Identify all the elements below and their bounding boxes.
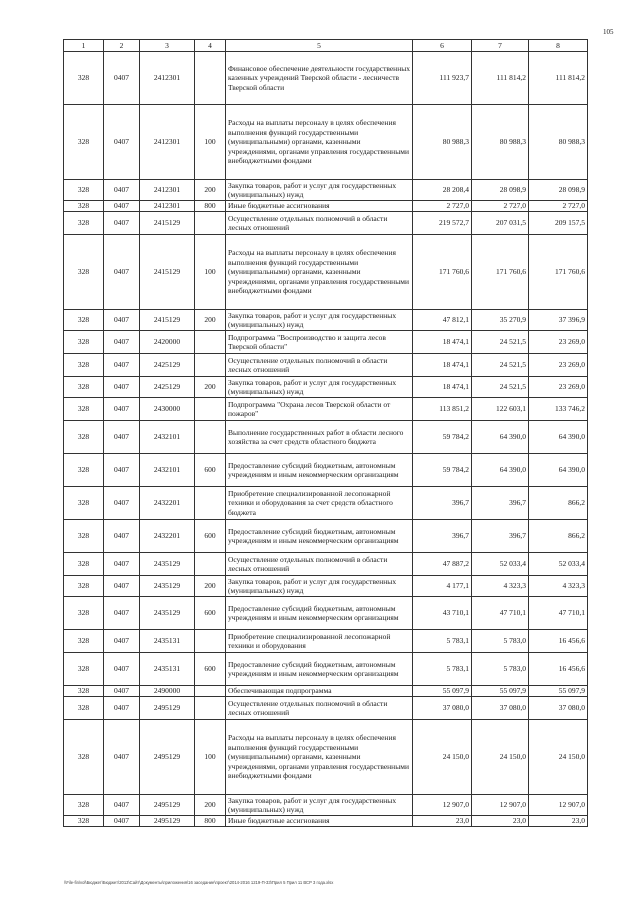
description-cell: Предоставление субсидий бюджетным, автономным учреждениям и иным некоммерческим организациям (226, 653, 413, 686)
amount-year2-cell: 5 783,0 (472, 630, 529, 653)
expense-type-cell (195, 487, 226, 520)
amount-year3-cell: 866,2 (529, 520, 588, 553)
ministry-code-cell: 328 (64, 553, 104, 576)
table-row (64, 398, 588, 421)
ministry-code-cell: 328 (64, 212, 104, 235)
column-header: 5 (226, 40, 413, 52)
amount-year1-cell: 18 474,1 (413, 354, 472, 377)
amount-year1-cell: 111 923,7 (413, 52, 472, 105)
table-row (64, 697, 588, 720)
target-article-cell: 2432201 (140, 520, 195, 553)
amount-year2-cell: 64 390,0 (472, 454, 529, 487)
section-code-cell: 0407 (104, 421, 140, 454)
amount-year2-cell: 4 323,3 (472, 576, 529, 597)
amount-year1-cell: 55 097,9 (413, 686, 472, 697)
target-article-cell: 2495129 (140, 720, 195, 795)
column-header: 4 (195, 40, 226, 52)
table-row (64, 52, 588, 105)
target-article-cell: 2412301 (140, 201, 195, 212)
ministry-code-cell: 328 (64, 201, 104, 212)
ministry-code-cell: 328 (64, 487, 104, 520)
amount-year2-cell: 52 033,4 (472, 553, 529, 576)
expense-type-cell (195, 354, 226, 377)
column-header: 6 (413, 40, 472, 52)
amount-year3-cell: 52 033,4 (529, 553, 588, 576)
section-code-cell: 0407 (104, 487, 140, 520)
description-cell: Осуществление отдельных полномочий в области лесных отношений (226, 354, 413, 377)
ministry-code-cell: 328 (64, 105, 104, 180)
amount-year2-cell: 64 390,0 (472, 421, 529, 454)
target-article-cell: 2435129 (140, 576, 195, 597)
section-code-cell: 0407 (104, 576, 140, 597)
expense-type-cell (195, 398, 226, 421)
table-header-row (64, 40, 588, 52)
ministry-code-cell: 328 (64, 377, 104, 398)
section-code-cell: 0407 (104, 201, 140, 212)
amount-year1-cell: 47 887,2 (413, 553, 472, 576)
ministry-code-cell: 328 (64, 720, 104, 795)
ministry-code-cell: 328 (64, 630, 104, 653)
expense-type-cell (195, 212, 226, 235)
table-row (64, 454, 588, 487)
section-code-cell: 0407 (104, 331, 140, 354)
amount-year2-cell: 396,7 (472, 520, 529, 553)
section-code-cell: 0407 (104, 180, 140, 201)
amount-year1-cell: 396,7 (413, 487, 472, 520)
amount-year2-cell: 80 988,3 (472, 105, 529, 180)
amount-year3-cell: 80 988,3 (529, 105, 588, 180)
target-article-cell: 2425129 (140, 354, 195, 377)
expense-type-cell: 600 (195, 653, 226, 686)
section-code-cell: 0407 (104, 398, 140, 421)
amount-year3-cell: 28 098,9 (529, 180, 588, 201)
amount-year3-cell: 37 080,0 (529, 697, 588, 720)
ministry-code-cell: 328 (64, 354, 104, 377)
amount-year3-cell: 111 814,2 (529, 52, 588, 105)
ministry-code-cell: 328 (64, 421, 104, 454)
description-cell: Закупка товаров, работ и услуг для государственных (муниципальных) нужд (226, 377, 413, 398)
expense-type-cell (195, 630, 226, 653)
amount-year2-cell: 207 031,5 (472, 212, 529, 235)
table-row (64, 630, 588, 653)
target-article-cell: 2435131 (140, 653, 195, 686)
amount-year1-cell: 396,7 (413, 520, 472, 553)
ministry-code-cell: 328 (64, 310, 104, 331)
section-code-cell: 0407 (104, 105, 140, 180)
amount-year3-cell: 55 097,9 (529, 686, 588, 697)
expense-type-cell: 600 (195, 454, 226, 487)
table-row (64, 576, 588, 597)
amount-year1-cell: 59 784,2 (413, 454, 472, 487)
target-article-cell: 2432101 (140, 421, 195, 454)
description-cell: Финансовое обеспечение деятельности государственных казенных учреждений Тверской области - лесничеств Тверской области (226, 52, 413, 105)
expense-type-cell: 200 (195, 576, 226, 597)
amount-year3-cell: 2 727,0 (529, 201, 588, 212)
amount-year2-cell: 111 814,2 (472, 52, 529, 105)
table-row (64, 235, 588, 310)
description-cell: Закупка товаров, работ и услуг для государственных (муниципальных) нужд (226, 310, 413, 331)
amount-year1-cell: 171 760,6 (413, 235, 472, 310)
section-code-cell: 0407 (104, 520, 140, 553)
amount-year3-cell: 23 269,0 (529, 354, 588, 377)
amount-year1-cell: 18 474,1 (413, 331, 472, 354)
amount-year2-cell: 24 521,5 (472, 377, 529, 398)
table-row (64, 331, 588, 354)
table-row (64, 201, 588, 212)
target-article-cell: 2415129 (140, 310, 195, 331)
ministry-code-cell: 328 (64, 180, 104, 201)
amount-year3-cell: 133 746,2 (529, 398, 588, 421)
target-article-cell: 2490000 (140, 686, 195, 697)
table-row (64, 180, 588, 201)
amount-year2-cell: 396,7 (472, 487, 529, 520)
amount-year2-cell: 24 521,5 (472, 354, 529, 377)
amount-year3-cell: 16 456,6 (529, 653, 588, 686)
ministry-code-cell: 328 (64, 331, 104, 354)
amount-year1-cell: 4 177,1 (413, 576, 472, 597)
section-code-cell: 0407 (104, 816, 140, 827)
amount-year1-cell: 37 080,0 (413, 697, 472, 720)
description-cell: Выполнение государственных работ в области лесного хозяйства за счет средств областного бюджета (226, 421, 413, 454)
amount-year2-cell: 28 098,9 (472, 180, 529, 201)
budget-table (63, 39, 588, 827)
expense-type-cell (195, 421, 226, 454)
column-header: 7 (472, 40, 529, 52)
target-article-cell: 2432201 (140, 487, 195, 520)
ministry-code-cell: 328 (64, 454, 104, 487)
expense-type-cell: 600 (195, 520, 226, 553)
amount-year1-cell: 113 851,2 (413, 398, 472, 421)
table-row (64, 686, 588, 697)
expense-type-cell: 200 (195, 310, 226, 331)
target-article-cell: 2425129 (140, 377, 195, 398)
table-row (64, 310, 588, 331)
amount-year3-cell: 209 157,5 (529, 212, 588, 235)
target-article-cell: 2412301 (140, 180, 195, 201)
amount-year3-cell: 64 390,0 (529, 454, 588, 487)
target-article-cell: 2495129 (140, 697, 195, 720)
target-article-cell: 2415129 (140, 212, 195, 235)
ministry-code-cell: 328 (64, 816, 104, 827)
section-code-cell: 0407 (104, 310, 140, 331)
section-code-cell: 0407 (104, 212, 140, 235)
amount-year2-cell: 122 603,1 (472, 398, 529, 421)
expense-type-cell: 100 (195, 105, 226, 180)
amount-year2-cell: 2 727,0 (472, 201, 529, 212)
expense-type-cell: 600 (195, 597, 226, 630)
section-code-cell: 0407 (104, 377, 140, 398)
amount-year1-cell: 219 572,7 (413, 212, 472, 235)
table-row (64, 795, 588, 816)
description-cell: Закупка товаров, работ и услуг для государственных (муниципальных) нужд (226, 795, 413, 816)
column-header: 2 (104, 40, 140, 52)
amount-year3-cell: 23 269,0 (529, 377, 588, 398)
description-cell: Закупка товаров, работ и услуг для государственных (муниципальных) нужд (226, 576, 413, 597)
description-cell: Предоставление субсидий бюджетным, автономным учреждениям и иным некоммерческим организациям (226, 454, 413, 487)
amount-year3-cell: 16 456,6 (529, 630, 588, 653)
description-cell: Расходы на выплаты персоналу в целях обеспечения выполнения функций государственными (муниципальными) органами, казенными учреждениями, органами управления государственными внебюджетными фондами (226, 235, 413, 310)
amount-year1-cell: 43 710,1 (413, 597, 472, 630)
target-article-cell: 2435129 (140, 597, 195, 630)
amount-year1-cell: 18 474,1 (413, 377, 472, 398)
amount-year1-cell: 23,0 (413, 816, 472, 827)
ministry-code-cell: 328 (64, 398, 104, 421)
section-code-cell: 0407 (104, 52, 140, 105)
expense-type-cell (195, 331, 226, 354)
expense-type-cell: 800 (195, 816, 226, 827)
target-article-cell: 2412301 (140, 105, 195, 180)
target-article-cell: 2430000 (140, 398, 195, 421)
column-header: 8 (529, 40, 588, 52)
amount-year3-cell: 37 396,9 (529, 310, 588, 331)
table-row (64, 653, 588, 686)
description-cell: Расходы на выплаты персоналу в целях обеспечения выполнения функций государственными (муниципальными) органами, казенными учреждениями, органами управления государственными внебюджетными фондами (226, 105, 413, 180)
section-code-cell: 0407 (104, 630, 140, 653)
description-cell: Предоставление субсидий бюджетным, автономным учреждениям и иным некоммерческим организациям (226, 597, 413, 630)
ministry-code-cell: 328 (64, 520, 104, 553)
column-header: 3 (140, 40, 195, 52)
expense-type-cell: 200 (195, 795, 226, 816)
target-article-cell: 2412301 (140, 52, 195, 105)
amount-year3-cell: 23,0 (529, 816, 588, 827)
expense-type-cell: 100 (195, 720, 226, 795)
description-cell: Осуществление отдельных полномочий в области лесных отношений (226, 697, 413, 720)
target-article-cell: 2495129 (140, 816, 195, 827)
section-code-cell: 0407 (104, 553, 140, 576)
table-row (64, 354, 588, 377)
description-cell: Приобретение специализированной лесопожарной техники и оборудования за счет средств областного бюджета (226, 487, 413, 520)
ministry-code-cell: 328 (64, 653, 104, 686)
target-article-cell: 2435131 (140, 630, 195, 653)
table-row (64, 520, 588, 553)
amount-year3-cell: 866,2 (529, 487, 588, 520)
description-cell: Обеспечивающая подпрограмма (226, 686, 413, 697)
footer-file-path: \\File-fin\vol\Бюджет\Бюджет\2013\Сайт\Документы\приложения\16 заседание\проект\2014-2016 1219-П-33\Прил 5 Прил 11 ВСР 3 года.xlsx (64, 880, 334, 885)
description-cell: Предоставление субсидий бюджетным, автономным учреждениям и иным некоммерческим организациям (226, 520, 413, 553)
amount-year2-cell: 47 710,1 (472, 597, 529, 630)
amount-year1-cell: 5 783,1 (413, 630, 472, 653)
amount-year1-cell: 47 812,1 (413, 310, 472, 331)
description-cell: Осуществление отдельных полномочий в области лесных отношений (226, 212, 413, 235)
table-row (64, 553, 588, 576)
amount-year1-cell: 12 907,0 (413, 795, 472, 816)
amount-year2-cell: 35 270,9 (472, 310, 529, 331)
amount-year3-cell: 64 390,0 (529, 421, 588, 454)
amount-year3-cell: 171 760,6 (529, 235, 588, 310)
description-cell: Подпрограмма "Воспроизводство и защита лесов Тверской области" (226, 331, 413, 354)
table-row (64, 377, 588, 398)
ministry-code-cell: 328 (64, 235, 104, 310)
amount-year2-cell: 12 907,0 (472, 795, 529, 816)
target-article-cell: 2495129 (140, 795, 195, 816)
table-row (64, 597, 588, 630)
section-code-cell: 0407 (104, 354, 140, 377)
section-code-cell: 0407 (104, 697, 140, 720)
expense-type-cell (195, 52, 226, 105)
table-row (64, 421, 588, 454)
amount-year3-cell: 23 269,0 (529, 331, 588, 354)
section-code-cell: 0407 (104, 795, 140, 816)
amount-year2-cell: 37 080,0 (472, 697, 529, 720)
description-cell: Расходы на выплаты персоналу в целях обеспечения выполнения функций государственными (муниципальными) органами, казенными учреждениями, органами управления государственными внебюджетными фондами (226, 720, 413, 795)
target-article-cell: 2432101 (140, 454, 195, 487)
table-row (64, 816, 588, 827)
expense-type-cell (195, 686, 226, 697)
target-article-cell: 2415129 (140, 235, 195, 310)
table-row (64, 487, 588, 520)
amount-year1-cell: 59 784,2 (413, 421, 472, 454)
expense-type-cell: 800 (195, 201, 226, 212)
table-body (64, 52, 588, 827)
section-code-cell: 0407 (104, 235, 140, 310)
table-row (64, 212, 588, 235)
amount-year1-cell: 2 727,0 (413, 201, 472, 212)
expense-type-cell: 200 (195, 377, 226, 398)
section-code-cell: 0407 (104, 454, 140, 487)
amount-year2-cell: 23,0 (472, 816, 529, 827)
description-cell: Закупка товаров, работ и услуг для государственных (муниципальных) нужд (226, 180, 413, 201)
amount-year3-cell: 12 907,0 (529, 795, 588, 816)
amount-year1-cell: 5 783,1 (413, 653, 472, 686)
ministry-code-cell: 328 (64, 576, 104, 597)
table-row (64, 720, 588, 795)
section-code-cell: 0407 (104, 686, 140, 697)
target-article-cell: 2435129 (140, 553, 195, 576)
amount-year1-cell: 28 208,4 (413, 180, 472, 201)
expense-type-cell: 200 (195, 180, 226, 201)
amount-year2-cell: 171 760,6 (472, 235, 529, 310)
ministry-code-cell: 328 (64, 597, 104, 630)
table-row (64, 105, 588, 180)
amount-year2-cell: 55 097,9 (472, 686, 529, 697)
description-cell: Иные бюджетные ассигнования (226, 816, 413, 827)
ministry-code-cell: 328 (64, 697, 104, 720)
expense-type-cell (195, 553, 226, 576)
column-header: 1 (64, 40, 104, 52)
ministry-code-cell: 328 (64, 795, 104, 816)
expense-type-cell (195, 697, 226, 720)
amount-year1-cell: 24 150,0 (413, 720, 472, 795)
ministry-code-cell: 328 (64, 52, 104, 105)
description-cell: Подпрограмма "Охрана лесов Тверской области от пожаров" (226, 398, 413, 421)
page-number: 105 (603, 28, 614, 36)
amount-year3-cell: 24 150,0 (529, 720, 588, 795)
description-cell: Приобретение специализированной лесопожарной техники и оборудования (226, 630, 413, 653)
amount-year1-cell: 80 988,3 (413, 105, 472, 180)
section-code-cell: 0407 (104, 597, 140, 630)
description-cell: Иные бюджетные ассигнования (226, 201, 413, 212)
section-code-cell: 0407 (104, 720, 140, 795)
target-article-cell: 2420000 (140, 331, 195, 354)
ministry-code-cell: 328 (64, 686, 104, 697)
amount-year2-cell: 24 521,5 (472, 331, 529, 354)
section-code-cell: 0407 (104, 653, 140, 686)
amount-year2-cell: 24 150,0 (472, 720, 529, 795)
amount-year3-cell: 47 710,1 (529, 597, 588, 630)
expense-type-cell: 100 (195, 235, 226, 310)
amount-year3-cell: 4 323,3 (529, 576, 588, 597)
amount-year2-cell: 5 783,0 (472, 653, 529, 686)
description-cell: Осуществление отдельных полномочий в области лесных отношений (226, 553, 413, 576)
